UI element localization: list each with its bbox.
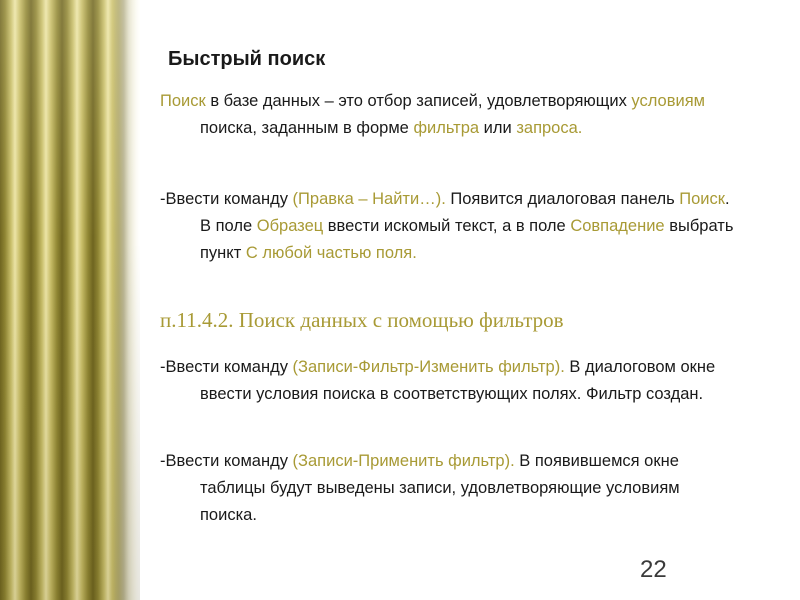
paragraph-text: В диалоговом окне ввести условия поиска в соответствующих полях. Фильтр создан. [200, 358, 716, 403]
paragraph-text: в базе данных – это отбор записей, удовлетворяющих [205, 92, 632, 110]
highlighted-text: Поиск [160, 92, 206, 110]
curtain-decoration [0, 0, 140, 600]
paragraph-text: -Ввести команду [160, 190, 293, 208]
highlighted-text: Образец [256, 217, 324, 235]
highlighted-text: Поиск [679, 190, 725, 208]
highlighted-text: фильтра [413, 119, 480, 137]
paragraph-text: ввести искомый текст, а в поле [323, 217, 571, 235]
highlighted-text: (Записи-Применить фильтр). [292, 452, 515, 470]
highlighted-text: (Записи-Фильтр-Изменить фильтр). [292, 358, 565, 376]
paragraph-find-command [160, 186, 740, 267]
paragraph-text: . В поле [200, 190, 730, 235]
paragraph-definition [160, 88, 740, 142]
highlighted-text: запроса. [516, 119, 583, 137]
paragraph-text: -Ввести команду [160, 452, 293, 470]
paragraph-text: -Ввести команду [160, 358, 293, 376]
page-number: 22 [640, 556, 667, 583]
highlighted-text: условиям [631, 92, 705, 110]
paragraph-text: поиска, заданным в форме [200, 119, 414, 137]
paragraph-text: Появится диалоговая панель [445, 190, 680, 208]
highlighted-text: С любой частью поля. [245, 244, 417, 262]
paragraph-text: выбрать пункт [200, 217, 734, 262]
slide-title: Быстрый поиск [168, 48, 326, 70]
section-heading: п.11.4.2. Поиск данных с помощью фильтров [160, 308, 564, 332]
paragraph-apply-filter [160, 448, 740, 529]
highlighted-text: (Правка – Найти…). [292, 190, 446, 208]
paragraph-text: или [479, 119, 517, 137]
paragraph-text: В появившемся окне таблицы будут выведены записи, удовлетворяющие условиям поиска. [200, 452, 680, 524]
highlighted-text: Совпадение [570, 217, 665, 235]
paragraph-change-filter [160, 354, 740, 408]
